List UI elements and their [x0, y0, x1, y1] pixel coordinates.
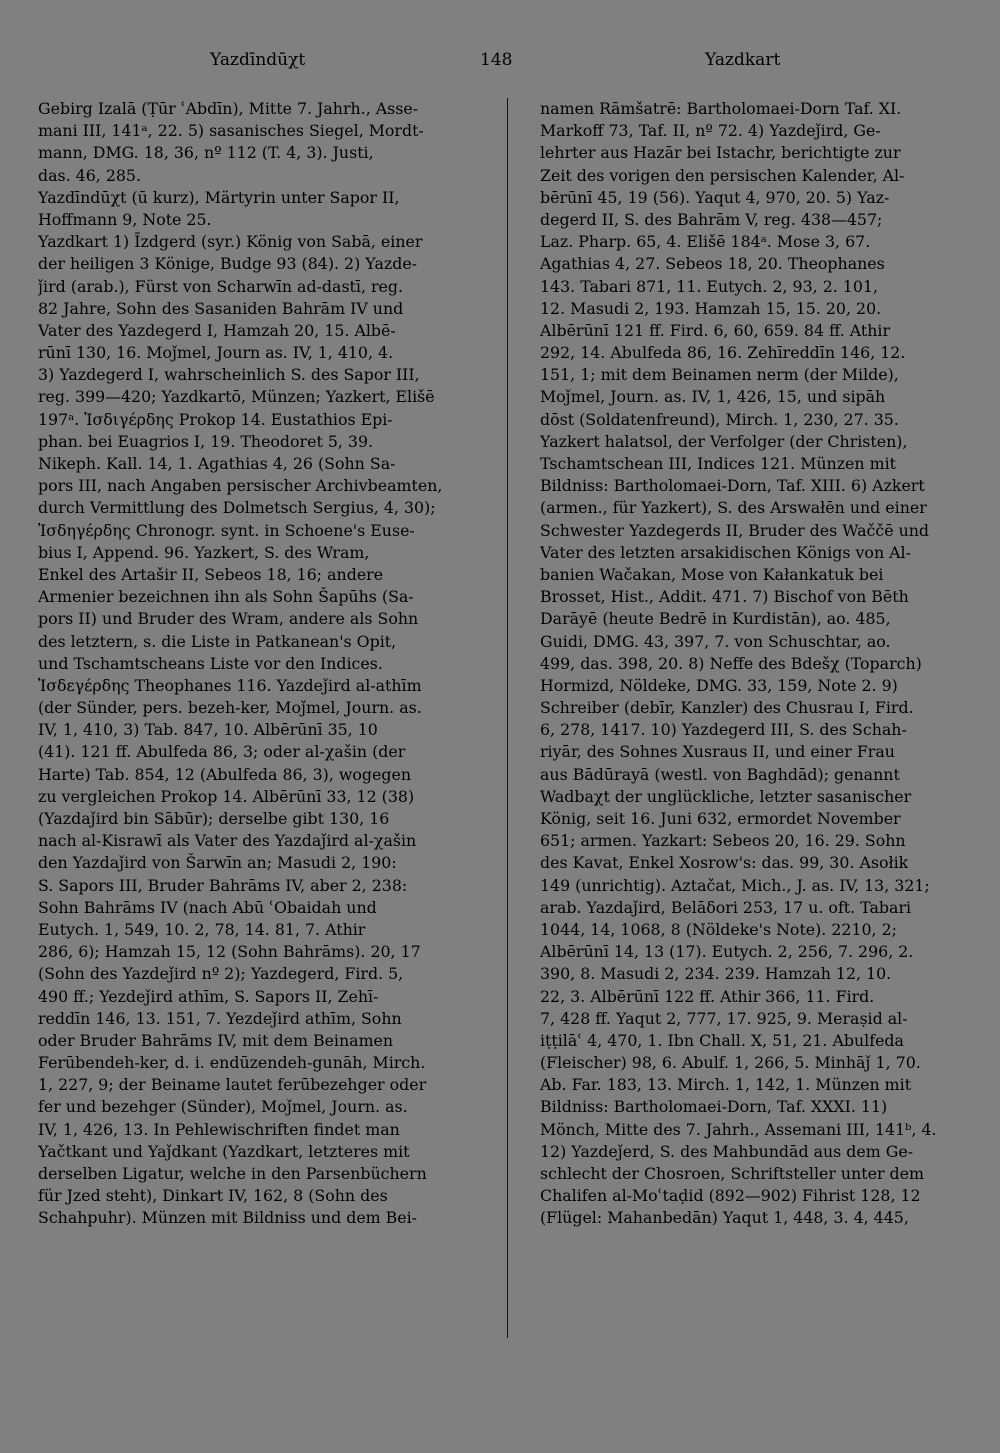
text-line: dōst (Soldatenfreund), Mirch. 1, 230, 27. 35.	[540, 409, 899, 429]
text-line: oder Bruder Bahrāms IV, mit dem Beinamen	[38, 1030, 394, 1050]
text-line: schlecht der Chosroen, Schriftsteller unter dem	[540, 1164, 924, 1183]
text-line: rūnī 130, 16. Moǰmel, Journ as. IV, 1, 410, 4.	[38, 343, 394, 363]
text-line: degerd II, S. des Bahrām V, reg. 438—457;	[540, 209, 883, 229]
text-line: Harte) Tab. 854, 12 (Abulfeda 86, 3), wogegen	[38, 764, 412, 784]
text-line: (Fleischer) 98, 6. Abulf. 1, 266, 5. Minhāǰ 1, 70.	[540, 1053, 921, 1073]
text-line: Yazdīndūχt (ū kurz), Märtyrin unter Sapor II,	[38, 187, 400, 207]
text-line: 286, 6); Hamzah 15, 12 (Sohn Bahrāms). 20, 17	[38, 942, 421, 962]
text-line: König, seit 16. Juni 632, ermordet November	[540, 809, 901, 828]
text-line: 12. Masudi 2, 193. Hamzah 15, 15. 20, 20.	[540, 298, 882, 318]
text-line: Hoffmann 9, Note 25.	[38, 209, 212, 229]
text-line: den Yazdaǰird von Šarwīn an; Masudi 2, 190:	[38, 853, 397, 873]
text-line: bius I, Append. 96. Yazkert, S. des Wram,	[38, 542, 370, 562]
text-line: Gebirg Izalā (Ṭūr ʿAbdīn), Mitte 7. Jahrh., Asse-	[38, 99, 419, 118]
text-line: Yazkert halatsol, der Verfolger (der Christen),	[540, 431, 908, 451]
text-line: 143. Tabari 871, 11. Eutych. 2, 93, 2. 101,	[540, 276, 878, 296]
text-line: Moǰmel, Journ. as. IV, 1, 426, 15, und sipāh	[540, 387, 886, 407]
text-line: für Jzed steht), Dinkart IV, 162, 8 (Sohn des	[38, 1186, 388, 1206]
text-line: Bildniss: Bartholomaei-Dorn, Taf. XXXI. 11)	[540, 1097, 888, 1117]
text-line: (Flügel: Mahanbedān) Yaqut 1, 448, 3. 4, 445,	[540, 1208, 909, 1228]
text-line: Nikeph. Kall. 14, 1. Agathias 4, 26 (Sohn Sa-	[38, 454, 396, 473]
text-line: das. 46, 285.	[38, 165, 141, 185]
running-header	[0, 50, 1000, 76]
text-line: Armenier bezeichnen ihn als Sohn Šapūhs (Sa-	[38, 587, 414, 607]
text-line: Eutych. 1, 549, 10. 2, 78, 14. 81, 7. Athir	[38, 919, 366, 939]
text-line: Albērūnī 121 ff. Fird. 6, 60, 659. 84 ff. Athir	[540, 320, 890, 340]
text-line: mani III, 141ᵃ, 22. 5) sasanisches Siegel, Mordt-	[38, 121, 424, 141]
text-line: 12) Yazdeǰerd, S. des Mahbundād aus dem Ge-	[540, 1141, 914, 1161]
text-line: Zeit des vorigen den persischen Kalender, Al-	[540, 165, 905, 185]
text-line: S. Sapors III, Bruder Bahrāms IV, aber 2, 238:	[38, 875, 408, 895]
text-line: durch Vermittlung des Dolmetsch Sergius, 4, 30);	[38, 498, 436, 518]
text-line: Vater des Yazdegerd I, Hamzah 20, 15. Albē-	[38, 320, 396, 340]
text-line: Laz. Pharp. 65, 4. Elišē 184ᵃ. Mose 3, 67.	[540, 232, 871, 252]
text-line: Schwester Yazdegerds II, Bruder des Waččē und	[540, 520, 930, 540]
text-line: iṭṭilāʿ 4, 470, 1. Ibn Chall. X, 51, 21. Abulfeda	[540, 1030, 904, 1050]
text-line: und Tschamtscheans Liste vor den Indices.	[38, 653, 383, 673]
text-line: Chalifen al-Moʿtaḍid (892—902) Fihrist 128, 12	[540, 1186, 921, 1206]
text-line: bērūnī 45, 19 (56). Yaqut 4, 970, 20. 5) Yaz-	[540, 187, 890, 207]
text-line: zu vergleichen Prokop 14. Albērūnī 33, 12 (38)	[38, 786, 415, 806]
text-line: Guidi, DMG. 43, 397, 7. von Schuschtar, ao.	[540, 631, 891, 651]
text-line: 197ᵃ. Ἰσδιγέρδης Prokop 14. Eustathios Epi-	[38, 409, 393, 429]
text-line: pors II) und Bruder des Wram, andere als Sohn	[38, 609, 419, 629]
text-line: Darāyē (heute Bedrē in Kurdistān), ao. 485,	[540, 609, 891, 629]
text-line: arab. Yazdaǰird, Belāδori 253, 17 u. oft. Tabari	[540, 897, 912, 917]
text-line: namen Rāmšatrē: Bartholomaei-Dorn Taf. XI.	[540, 99, 902, 118]
text-line: lehrter aus Hazār bei Istachr, berichtigte zur	[540, 143, 901, 163]
text-line: phan. bei Euagrios I, 19. Theodoret 5, 39.	[38, 431, 374, 451]
text-line: Ferūbendeh-ker, d. i. endūzendeh-gunāh, Mirch.	[38, 1053, 426, 1073]
text-line: Markoff 73, Taf. II, nº 72. 4) Yazdeǰird, Ge-	[540, 121, 881, 141]
text-line: des letztern, s. die Liste in Patkanean's Opit,	[38, 631, 397, 651]
text-line: 82 Jahre, Sohn des Sasaniden Bahrām IV und	[38, 298, 404, 318]
text-line: Vater des letzten arsakidischen Königs von Al-	[540, 542, 911, 562]
text-line: (Yazdaǰird bin Sābūr); derselbe gibt 130, 16	[38, 809, 390, 828]
text-line: Enkel des Artašir II, Sebeos 18, 16; andere	[38, 564, 384, 584]
text-line: 7, 428 ff. Yaqut 2, 777, 17. 925, 9. Meraṣid al-	[540, 1008, 908, 1028]
text-line: 3) Yazdegerd I, wahrscheinlich S. des Sapor III,	[38, 365, 420, 385]
text-line: Ἰσδεγέρδης Theophanes 116. Yazdeǰird al-athīm	[38, 675, 422, 695]
text-line: Hormizd, Nöldeke, DMG. 33, 159, Note 2. 9)	[540, 675, 898, 695]
text-line: 499, das. 398, 20. 8) Neffe des Bdešχ (Toparch)	[540, 653, 922, 673]
text-line: 390, 8. Masudi 2, 234. 239. Hamzah 12, 10.	[540, 964, 892, 984]
text-line: 22, 3. Albērūnī 122 ff. Athir 366, 11. Fird.	[540, 986, 875, 1006]
text-line: (der Sünder, pers. bezeh-ker, Moǰmel, Journ. as.	[38, 698, 422, 718]
text-line: 651; armen. Yazkart: Sebeos 20, 16. 29. Sohn	[540, 831, 906, 851]
text-line: Albērūnī 14, 13 (17). Eutych. 2, 256, 7. 296, 2.	[540, 942, 914, 962]
text-line: Tschamtschean III, Indices 121. Münzen mit	[540, 454, 896, 473]
text-line: 151, 1; mit dem Beinamen nerm (der Milde),	[540, 365, 899, 385]
right-column	[540, 98, 960, 1338]
text-line: Agathias 4, 27. Sebeos 18, 20. Theophanes	[540, 254, 885, 274]
text-line: aus Bādūrayā (westl. von Baghdād); genannt	[540, 764, 900, 784]
text-line: Bildniss: Bartholomaei-Dorn, Taf. XIII. 6) Azkert	[540, 476, 925, 496]
text-line: 6, 278, 1417. 10) Yazdegerd III, S. des Schah-	[540, 720, 907, 740]
text-line: der heiligen 3 Könige, Budge 93 (84). 2) Yazde-	[38, 254, 418, 274]
text-line: Ἰσδηγέρδης Chronogr. synt. in Schoene's Euse-	[38, 520, 415, 540]
text-line: ǰird (arab.), Fürst von Scharwīn ad-dastī, reg.	[38, 276, 404, 296]
text-line: riyār, des Sohnes Xusraus II, und einer Frau	[540, 742, 895, 762]
text-line: IV, 1, 426, 13. In Pehlewischriften findet man	[38, 1119, 400, 1139]
column-divider	[507, 98, 508, 1338]
text-line: nach al-Kisrawī als Vater des Yazdaǰird al-χašin	[38, 831, 417, 851]
text-line: IV, 1, 410, 3) Tab. 847, 10. Albērūnī 35, 10	[38, 720, 378, 740]
page-number: 148	[480, 50, 513, 70]
text-line: Yačtkant und Yaǰdkant (Yazdkart, letzteres mit	[38, 1141, 410, 1161]
text-line: mann, DMG. 18, 36, nº 112 (T. 4, 3). Justi,	[38, 143, 374, 163]
text-line: reddīn 146, 13. 151, 7. Yezdeǰird athīm, Sohn	[38, 1008, 402, 1028]
text-line: (41). 121 ff. Abulfeda 86, 3; oder al-χašin (der	[38, 742, 406, 762]
text-line: Brosset, Hist., Addit. 471. 7) Bischof von Bēth	[540, 587, 909, 607]
text-line: fer und bezehger (Sünder), Moǰmel, Journ. as.	[38, 1097, 408, 1117]
text-line: Mönch, Mitte des 7. Jahrh., Assemani III, 141ᵇ, 4.	[540, 1119, 937, 1139]
text-line: derselben Ligatur, welche in den Parsenbüchern	[38, 1164, 427, 1183]
text-line: Wadbaχt der unglückliche, letzter sasanischer	[540, 786, 912, 806]
text-line: pors III, nach Angaben persischer Archivbeamten,	[38, 476, 443, 496]
text-line: reg. 399—420; Yazdkartō, Münzen; Yazkert, Elišē	[38, 387, 435, 407]
text-line: Yazdkart 1) Īzdgerd (syr.) König von Sabā, einer	[38, 232, 423, 252]
text-line: Schreiber (debīr, Kanzler) des Chusrau I, Fird.	[540, 698, 914, 718]
text-line: 149 (unrichtig). Aztačat, Mich., J. as. IV, 13, 321;	[540, 875, 930, 895]
text-line: (armen., für Yazkert), S. des Arswałēn und einer	[540, 498, 927, 518]
text-line: (Sohn des Yazdeǰird nº 2); Yazdegerd, Fird. 5,	[38, 964, 404, 984]
text-line: Sohn Bahrāms IV (nach Abū ʿObaidah und	[38, 897, 377, 917]
text-line: 1, 227, 9; der Beiname lautet ferūbezehger oder	[38, 1075, 427, 1095]
left-column	[38, 98, 480, 1338]
text-line: 1044, 14, 1068, 8 (Nöldeke's Note). 2210, 2;	[540, 919, 897, 939]
header-left-title: Yazdīndūχt	[210, 50, 306, 70]
text-line: des Kavat, Enkel Xosrow's: das. 99, 30. Asołik	[540, 853, 909, 873]
text-line: 490 ff.; Yezdeǰird athīm, S. Sapors II, Zehī-	[38, 986, 379, 1006]
text-line: banien Wačakan, Mose von Kałankatuk bei	[540, 564, 884, 584]
text-line: Ab. Far. 183, 13. Mirch. 1, 142, 1. Münzen mit	[540, 1075, 912, 1095]
header-right-title: Yazdkart	[705, 50, 781, 70]
text-line: 292, 14. Abulfeda 86, 16. Zehīreddīn 146, 12.	[540, 343, 906, 363]
text-line: Schahpuhr). Münzen mit Bildniss und dem Bei-	[38, 1208, 418, 1228]
